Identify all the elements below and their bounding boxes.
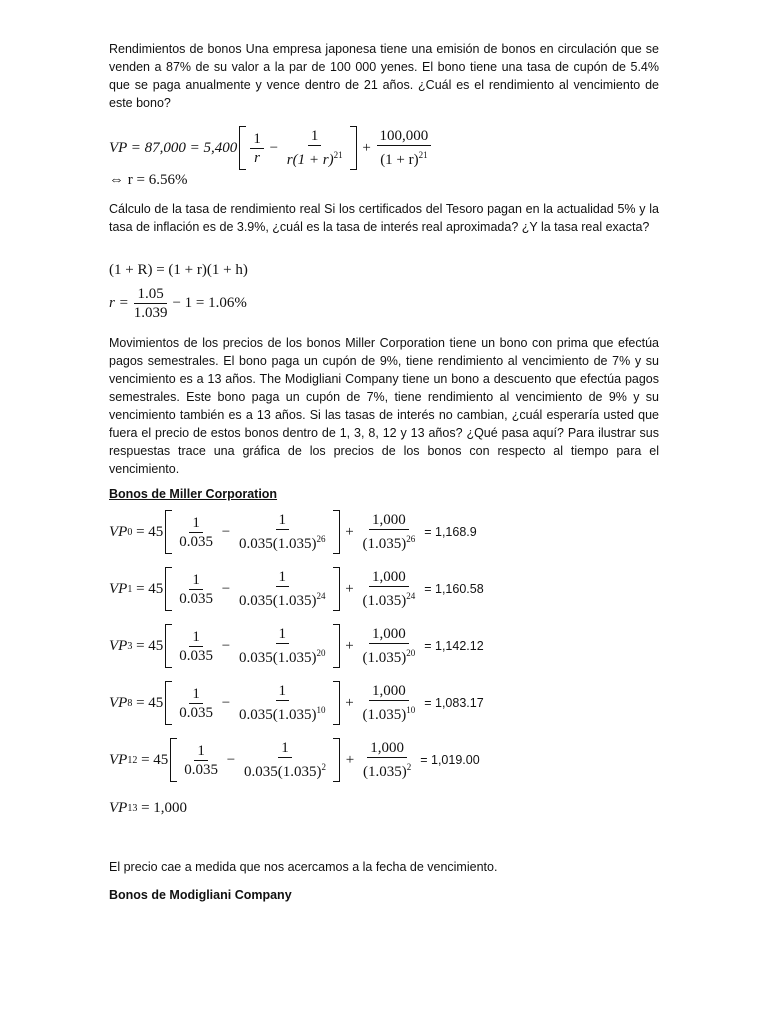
real-rate-equation: r = $\frac{1.05}{1.039}$ − 1 = 1.06% bbox=[109, 286, 247, 321]
eq1-lhs: VP = 87,000 = 5,400 bbox=[109, 139, 238, 156]
problem-real-rate: Cálculo de la tasa de rendimiento real Si los certificados del Tesoro pagan en la actualidad 5% y la tasa de inflación es de 3.9%, ¿cuál es la tasa de interés real aproximada? ¿Y la tasa real exacta? bbox=[109, 202, 659, 234]
miller-vp-equation: VP 12 = 45 $\frac{1}{0.035}$ − $\frac{1}{0.035(1.035)^2}$ + $\frac{1,000}{(1.035)^2}$ = 1,019.00 bbox=[109, 740, 480, 780]
miller-vp-equation: VP 3 = 45 $\frac{1}{0.035}$ − $\frac{1}{0.035(1.035)^{20}}$ + $\frac{1,000}{(1.035)^{20}}$ = 1,142.12 bbox=[109, 626, 484, 666]
fisher-equation: (1 + R) = (1 + r)(1 + h) bbox=[109, 262, 248, 278]
miller-vp-equation: VP 0 = 45 $\frac{1}{0.035}$ − $\frac{1}{0.035(1.035)^{26}}$ + $\frac{1,000}{(1.035)^{26}}$ = 1,168.9 bbox=[109, 512, 477, 552]
miller-vp-result: = 1,019.00 bbox=[420, 753, 480, 767]
miller-vp-equation: VP 1 = 45 $\frac{1}{0.035}$ − $\frac{1}{0.035(1.035)^{24}}$ + $\frac{1,000}{(1.035)^{24}}$ = 1,160.58 bbox=[109, 569, 484, 609]
problem-bond-yield: Rendimientos de bonos Una empresa japonesa tiene una emisión de bonos en circulación que se venden a 87% de su valor a la par de 100 000 yenes. El bono tiene una tasa de cupón de 5.4% que se paga anualmente y vence dentro de 21 años. ¿Cuál es el rendimiento al vencimiento de este bono? bbox=[109, 42, 659, 110]
equation-yield: VP = 87,000 = 5,400 $\frac{1}{r}$ − $\frac{1}{r(1 + r)^{21}}$ + $\frac{100,000}{(1 + r)^{21}}$ bbox=[109, 126, 433, 170]
miller-vp-result: = 1,142.12 bbox=[424, 639, 484, 653]
problem-bond-prices: Movimientos de los precios de los bonos Miller Corporation tiene un bono con prima que efectúa pagos semestrales. El bono paga un cupón de 9%, tiene rendimiento al vencimiento de 7% y su vencimiento es a 13 años. The Modigliani Company tiene un bono a descuento que efectúa pagos semestrales. Este bono paga un cupón de 7%, tiene rendimiento al vencimiento de 9% y su vencimiento también es a 13 años. Si las tasas de interés no cambian, ¿cuál esperaría usted que fuera el precio de estos bonos dentro de 1, 3, 8, 12 y 13 años? ¿Qué pasa aquí? Para ilustrar sus respuestas trace una gráfica de los precios de los bonos con respecto al tiempo para el vencimiento. bbox=[109, 336, 659, 476]
vp13-equation: VP 13 = 1,000 bbox=[109, 800, 188, 816]
miller-vp-result: = 1,160.58 bbox=[424, 582, 484, 596]
miller-vp-result: = 1,083.17 bbox=[424, 696, 484, 710]
miller-vp-equation: VP 8 = 45 $\frac{1}{0.035}$ − $\frac{1}{0.035(1.035)^{10}}$ + $\frac{1,000}{(1.035)^{10}}$ = 1,083.17 bbox=[109, 683, 484, 723]
miller-vp-result: = 1,168.9 bbox=[424, 525, 477, 539]
equation-yield-result: ⇔ r = 6.56% bbox=[109, 172, 188, 188]
miller-heading: Bonos de Miller Corporation bbox=[109, 487, 278, 501]
conclusion-text: El precio cae a medida que nos acercamos a la fecha de vencimiento. bbox=[109, 860, 498, 874]
modigliani-heading: Bonos de Modigliani Company bbox=[109, 888, 292, 902]
